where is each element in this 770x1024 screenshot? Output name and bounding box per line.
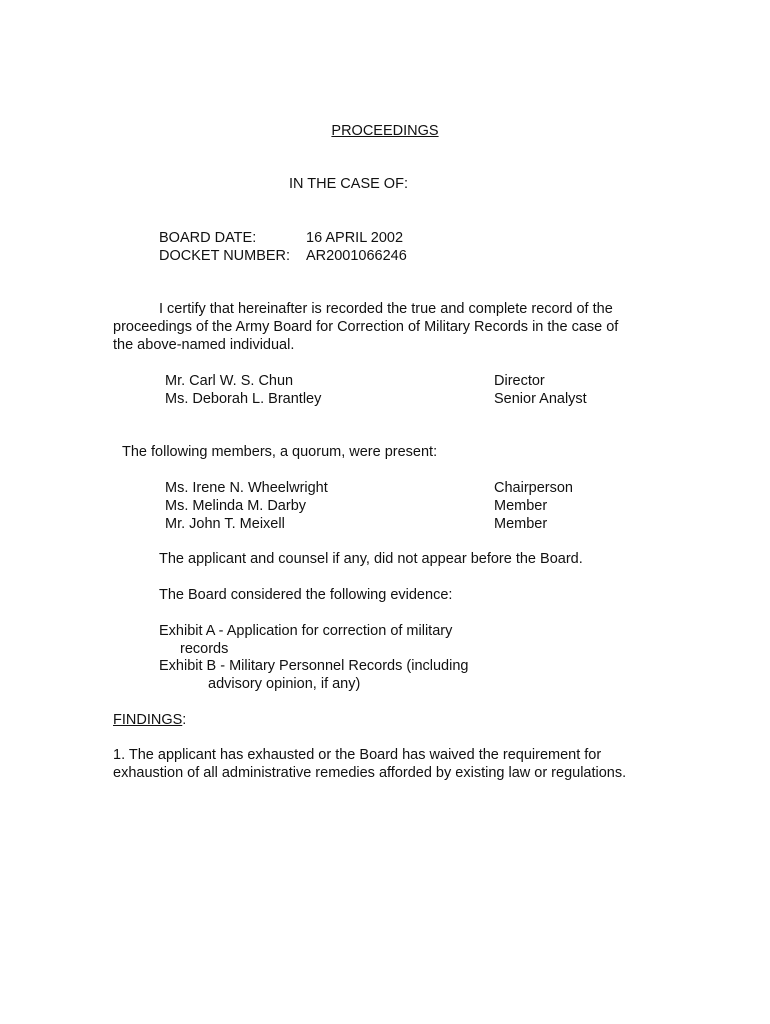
staff-role: Director [494, 373, 545, 389]
board-date-label: BOARD DATE: [159, 230, 257, 246]
member-role: Member [494, 516, 548, 532]
member-name: Ms. Irene N. Wheelwright [165, 480, 328, 496]
quorum-statement: The following members, a quorum, were present: [122, 444, 438, 460]
docket-number-label: DOCKET NUMBER: [159, 248, 291, 264]
evidence-intro: The Board considered the following evidence: [159, 587, 453, 603]
findings-colon: : [182, 712, 187, 728]
exhibit-b-line-2: advisory opinion, if any) [208, 676, 361, 692]
certification-line-2: proceedings of the Army Board for Correction of Military Records in the case of [113, 319, 619, 335]
exhibit-a-line-2: records [180, 641, 229, 657]
board-date-value: 16 APRIL 2002 [306, 230, 404, 246]
case-line: IN THE CASE OF: [289, 176, 408, 192]
finding-1-line-2: exhaustion of all administrative remedies afforded by existing law or regulations. [113, 765, 627, 781]
exhibit-b-line-1: Exhibit B - Military Personnel Records (including [159, 658, 469, 674]
certification-line-3: the above-named individual. [113, 337, 295, 353]
appearance-statement: The applicant and counsel if any, did not appear before the Board. [159, 551, 583, 567]
exhibit-a-line-1: Exhibit A - Application for correction of military [159, 623, 453, 639]
findings-heading-row [113, 711, 186, 729]
staff-name: Ms. Deborah L. Brantley [165, 391, 322, 407]
staff-name: Mr. Carl W. S. Chun [165, 373, 294, 389]
member-role: Chairperson [494, 480, 573, 496]
docket-number-value: AR2001066246 [306, 248, 407, 264]
member-name: Ms. Melinda M. Darby [165, 498, 307, 514]
page-title: PROCEEDINGS [331, 123, 439, 139]
certification-line-1: I certify that hereinafter is recorded the true and complete record of the [159, 301, 613, 317]
member-name: Mr. John T. Meixell [165, 516, 285, 532]
staff-role: Senior Analyst [494, 391, 587, 407]
findings-heading: FINDINGS [113, 712, 183, 728]
member-role: Member [494, 498, 548, 514]
finding-1-line-1: 1. The applicant has exhausted or the Board has waived the requirement for [113, 747, 602, 763]
